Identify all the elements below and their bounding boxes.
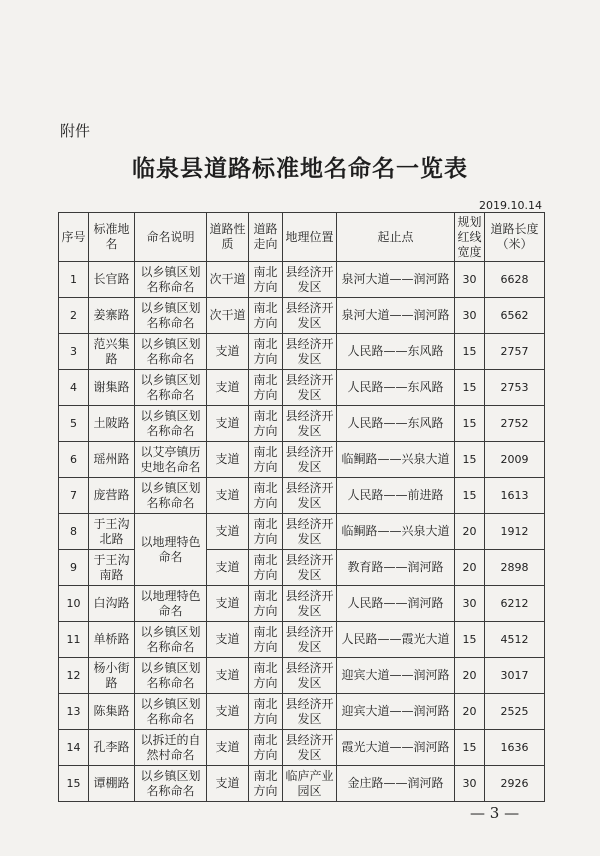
table-row [59,694,545,730]
cell-width: 15 [455,442,485,478]
cell-name: 土陂路 [89,406,135,442]
cell-direction: 南北方向 [249,442,283,478]
header-direction: 道路走向 [249,213,283,262]
cell-name: 谭棚路 [89,766,135,802]
cell-index: 5 [59,406,89,442]
cell-range: 人民路——前进路 [337,478,455,514]
cell-index: 13 [59,694,89,730]
cell-index: 14 [59,730,89,766]
cell-range: 泉河大道——润河路 [337,298,455,334]
cell-location: 县经济开发区 [283,550,337,586]
cell-name: 陈集路 [89,694,135,730]
cell-width: 15 [455,370,485,406]
attachment-label: 附件 [60,122,91,140]
cell-range: 人民路——东风路 [337,334,455,370]
cell-index: 3 [59,334,89,370]
cell-direction: 南北方向 [249,622,283,658]
cell-location: 县经济开发区 [283,694,337,730]
cell-type: 支道 [207,622,249,658]
cell-note: 以地理特色命名 [135,586,207,622]
cell-note: 以乡镇区划名称命名 [135,766,207,802]
cell-index: 9 [59,550,89,586]
cell-direction: 南北方向 [249,262,283,298]
table-header-row [59,213,545,262]
cell-length: 1912 [485,514,545,550]
cell-width: 30 [455,586,485,622]
cell-name: 孔李路 [89,730,135,766]
cell-length: 1613 [485,478,545,514]
cell-length: 1636 [485,730,545,766]
cell-location: 县经济开发区 [283,622,337,658]
cell-name: 范兴集路 [89,334,135,370]
cell-length: 6628 [485,262,545,298]
cell-direction: 南北方向 [249,550,283,586]
cell-direction: 南北方向 [249,730,283,766]
header-location: 地理位置 [283,213,337,262]
table-row [59,622,545,658]
table-row [59,514,545,550]
cell-length: 3017 [485,658,545,694]
cell-location: 县经济开发区 [283,514,337,550]
cell-location: 县经济开发区 [283,442,337,478]
cell-direction: 南北方向 [249,478,283,514]
cell-direction: 南北方向 [249,298,283,334]
cell-range: 霞光大道——润河路 [337,730,455,766]
cell-note: 以乡镇区划名称命名 [135,334,207,370]
road-names-table [58,212,545,802]
cell-range: 人民路——东风路 [337,406,455,442]
cell-type: 支道 [207,334,249,370]
table-row [59,766,545,802]
cell-index: 15 [59,766,89,802]
table-row [59,658,545,694]
page-number: — 3 — [470,804,520,822]
cell-name: 于王沟南路 [89,550,135,586]
header-width: 规划红线宽度 [455,213,485,262]
cell-width: 20 [455,658,485,694]
cell-name: 杨小街路 [89,658,135,694]
table-row [59,730,545,766]
cell-direction: 南北方向 [249,514,283,550]
cell-location: 县经济开发区 [283,262,337,298]
cell-length: 2525 [485,694,545,730]
cell-range: 迎宾大道——润河路 [337,658,455,694]
cell-location: 临庐产业园区 [283,766,337,802]
cell-note: 以地理特色命名 [135,514,207,586]
cell-type: 支道 [207,478,249,514]
cell-range: 迎宾大道——润河路 [337,694,455,730]
cell-type: 次干道 [207,262,249,298]
cell-type: 支道 [207,406,249,442]
cell-width: 15 [455,334,485,370]
cell-range: 泉河大道——润河路 [337,262,455,298]
table-row [59,370,545,406]
cell-range: 金庄路——润河路 [337,766,455,802]
cell-width: 15 [455,478,485,514]
cell-location: 县经济开发区 [283,730,337,766]
cell-width: 15 [455,406,485,442]
table-row [59,298,545,334]
cell-index: 6 [59,442,89,478]
cell-index: 1 [59,262,89,298]
cell-width: 20 [455,550,485,586]
cell-location: 县经济开发区 [283,658,337,694]
cell-location: 县经济开发区 [283,370,337,406]
cell-note: 以乡镇区划名称命名 [135,298,207,334]
cell-direction: 南北方向 [249,766,283,802]
cell-width: 20 [455,694,485,730]
cell-length: 2752 [485,406,545,442]
cell-location: 县经济开发区 [283,334,337,370]
cell-name: 白沟路 [89,586,135,622]
cell-width: 30 [455,298,485,334]
cell-width: 20 [455,514,485,550]
cell-length: 6212 [485,586,545,622]
cell-range: 人民路——霞光大道 [337,622,455,658]
cell-length: 2926 [485,766,545,802]
cell-name: 于王沟北路 [89,514,135,550]
cell-range: 人民路——东风路 [337,370,455,406]
cell-type: 支道 [207,370,249,406]
cell-note: 以乡镇区划名称命名 [135,370,207,406]
cell-type: 支道 [207,442,249,478]
cell-range: 教育路——润河路 [337,550,455,586]
cell-direction: 南北方向 [249,334,283,370]
cell-length: 4512 [485,622,545,658]
cell-location: 县经济开发区 [283,586,337,622]
cell-location: 县经济开发区 [283,298,337,334]
cell-length: 2757 [485,334,545,370]
table-row [59,334,545,370]
cell-note: 以乡镇区划名称命名 [135,478,207,514]
cell-direction: 南北方向 [249,586,283,622]
cell-name: 谢集路 [89,370,135,406]
cell-note: 以乡镇区划名称命名 [135,658,207,694]
table-row [59,586,545,622]
header-note: 命名说明 [135,213,207,262]
cell-type: 支道 [207,658,249,694]
header-type: 道路性质 [207,213,249,262]
cell-width: 15 [455,730,485,766]
cell-index: 8 [59,514,89,550]
table-row [59,442,545,478]
cell-direction: 南北方向 [249,658,283,694]
cell-index: 11 [59,622,89,658]
header-range: 起止点 [337,213,455,262]
cell-width: 30 [455,262,485,298]
cell-range: 临鲖路——兴泉大道 [337,442,455,478]
cell-width: 30 [455,766,485,802]
cell-name: 瑶州路 [89,442,135,478]
header-length: 道路长度（米） [485,213,545,262]
cell-name: 长官路 [89,262,135,298]
cell-type: 支道 [207,766,249,802]
cell-index: 2 [59,298,89,334]
cell-type: 支道 [207,730,249,766]
page-title: 临泉县道路标准地名命名一览表 [132,155,468,182]
cell-name: 单桥路 [89,622,135,658]
cell-note: 以乡镇区划名称命名 [135,262,207,298]
cell-direction: 南北方向 [249,406,283,442]
cell-location: 县经济开发区 [283,478,337,514]
document-date: 2019.10.14 [479,199,542,212]
cell-name: 姜寨路 [89,298,135,334]
cell-length: 2753 [485,370,545,406]
cell-type: 支道 [207,586,249,622]
header-name: 标准地名 [89,213,135,262]
cell-type: 次干道 [207,298,249,334]
header-index: 序号 [59,213,89,262]
cell-width: 15 [455,622,485,658]
cell-length: 6562 [485,298,545,334]
table-row [59,550,545,586]
cell-type: 支道 [207,550,249,586]
cell-note: 以艾亭镇历史地名命名 [135,442,207,478]
cell-length: 2009 [485,442,545,478]
cell-note: 以拆迁的自然村命名 [135,730,207,766]
cell-note: 以乡镇区划名称命名 [135,406,207,442]
table-row [59,478,545,514]
table-row [59,406,545,442]
cell-index: 7 [59,478,89,514]
cell-note: 以乡镇区划名称命名 [135,622,207,658]
table-row [59,262,545,298]
cell-direction: 南北方向 [249,694,283,730]
cell-note: 以乡镇区划名称命名 [135,694,207,730]
cell-location: 县经济开发区 [283,406,337,442]
cell-length: 2898 [485,550,545,586]
cell-range: 人民路——润河路 [337,586,455,622]
cell-range: 临鲖路——兴泉大道 [337,514,455,550]
cell-name: 庞营路 [89,478,135,514]
cell-index: 12 [59,658,89,694]
cell-index: 4 [59,370,89,406]
cell-type: 支道 [207,694,249,730]
cell-direction: 南北方向 [249,370,283,406]
cell-index: 10 [59,586,89,622]
cell-type: 支道 [207,514,249,550]
